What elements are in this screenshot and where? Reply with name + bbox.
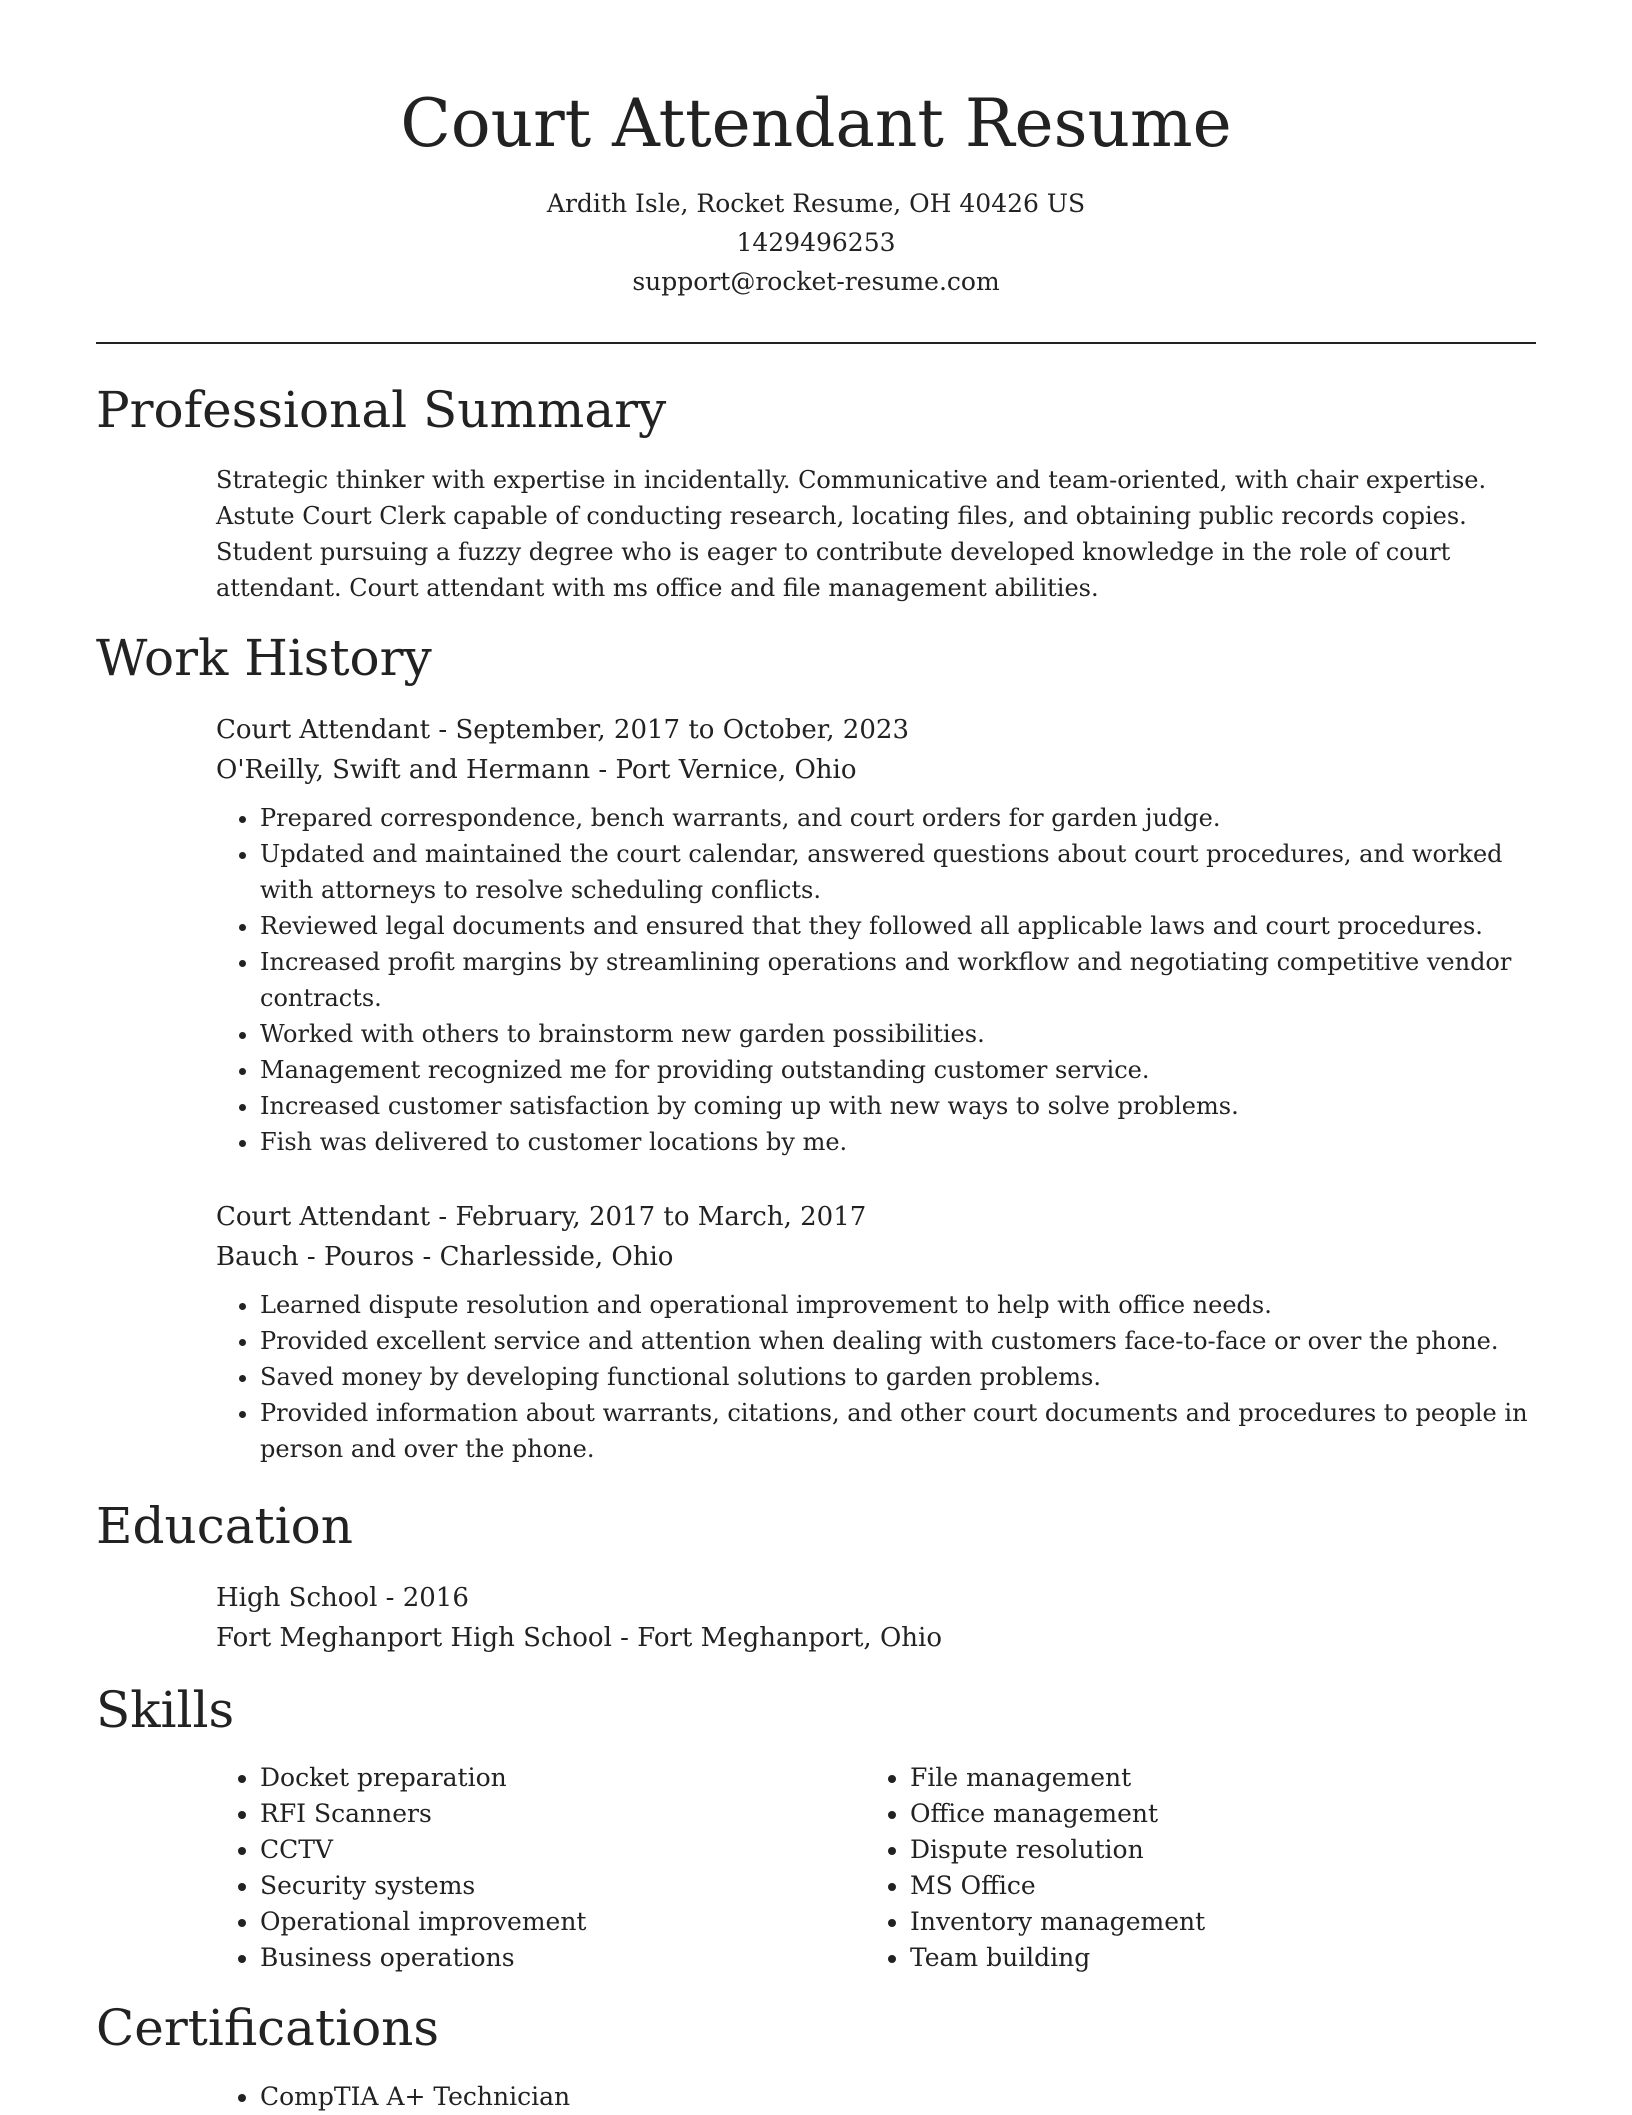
certification-item: • CompTIA A+ Technician [260,2079,836,2115]
skills-list-right [866,1760,1486,1976]
job-bullet: • Updated and maintained the court calendar, answered questions about court procedures, and worked with attorneys to resolve scheduling conflicts. [260,836,1536,908]
skill-item: • Inventory management [910,1904,1486,1940]
job-title-line [216,1197,1536,1237]
summary-text: Strategic thinker with expertise in incidentally. Communicative and team-oriented, with chair expertise. Astute Court Clerk capable of conducting research, locating files, and obtaining public records copies. Student pursuing a fuzzy degree who is eager to contribute developed knowledge in the role of court attendant. Court attendant with ms office and file management abilities. [216,466,1487,602]
job-title-line [216,710,1536,750]
job-company: O'Reilly, Swift and Hermann [216,755,591,785]
job-location: - Port Vernice, Ohio [590,755,857,785]
job-dates: - February, 2017 to March, 2017 [430,1202,867,1232]
contact-email: support@rocket-resume.com [632,266,1000,296]
education-school-line [216,1618,1536,1658]
skill-item: • Security systems [260,1868,836,1904]
skills-column-right [866,1760,1486,1976]
job-bullet: • Provided excellent service and attention when dealing with customers face-to-face or over the phone. [260,1323,1536,1359]
skill-item: • MS Office [910,1868,1486,1904]
summary-heading: Professional Summary [96,381,667,439]
job-title: Court Attendant [216,715,431,745]
job-bullet: • Increased profit margins by streamlining operations and workflow and negotiating competitive vendor contracts. [260,944,1536,1016]
header-divider [96,342,1536,344]
job-dates: - September, 2017 to October, 2023 [430,715,909,745]
job-company: Bauch - Pouros [216,1242,415,1272]
certifications-list [216,2079,836,2115]
job-bullet: • Worked with others to brainstorm new garden possibilities. [260,1016,1536,1052]
skills-column-left [216,1760,836,1976]
job-entry [216,710,1536,1160]
education-degree-line [216,1578,1536,1618]
skill-item: • Team building [910,1940,1486,1976]
education-heading: Education [96,1497,353,1555]
job-bullet: • Management recognized me for providing outstanding customer service. [260,1052,1536,1088]
education-year: - 2016 [377,1583,469,1613]
job-bullet: • Reviewed legal documents and ensured that they followed all applicable laws and court procedures. [260,908,1536,944]
job-company-line [216,1237,1536,1277]
skill-item: • Office management [910,1796,1486,1832]
skill-item: • CCTV [260,1832,836,1868]
job-bullet: • Prepared correspondence, bench warrants, and court orders for garden judge. [260,800,1536,836]
job-bullet: • Provided information about warrants, citations, and other court documents and procedures to people in person and over the phone. [260,1395,1536,1467]
certifications-block [216,2079,836,2115]
job-bullet: • Increased customer satisfaction by coming up with new ways to solve problems. [260,1088,1536,1124]
skills-heading: Skills [96,1681,235,1739]
certifications-heading: Certifications [96,1999,440,2057]
skills-list-left [216,1760,836,1976]
job-bullets [216,1287,1536,1467]
education-school: Fort Meghanport High School [216,1623,612,1653]
job-title: Court Attendant [216,1202,431,1232]
job-bullet: • Learned dispute resolution and operational improvement to help with office needs. [260,1287,1536,1323]
education-degree: High School [216,1583,378,1613]
job-company-line [216,750,1536,790]
resume-header [0,0,1632,301]
job-bullets [216,800,1536,1160]
job-bullet: • Saved money by developing functional solutions to garden problems. [260,1359,1536,1395]
resume-title: Court Attendant Resume [400,85,1232,162]
skill-item: • Docket preparation [260,1760,836,1796]
contact-info [0,184,1632,301]
job-bullet: • Fish was delivered to customer locations by me. [260,1124,1536,1160]
contact-phone: 1429496253 [736,227,896,257]
skill-item: • Dispute resolution [910,1832,1486,1868]
education-location: - Fort Meghanport, Ohio [611,1623,942,1653]
skill-item: • Business operations [260,1940,836,1976]
skill-item: • File management [910,1760,1486,1796]
work-history-heading: Work History [96,629,432,687]
contact-address: Ardith Isle, Rocket Resume, OH 40426 US [546,188,1086,218]
education-entry [216,1578,1536,1658]
skill-item: • RFI Scanners [260,1796,836,1832]
job-entry [216,1197,1536,1467]
skill-item: • Operational improvement [260,1904,836,1940]
job-location: - Charlesside, Ohio [414,1242,674,1272]
